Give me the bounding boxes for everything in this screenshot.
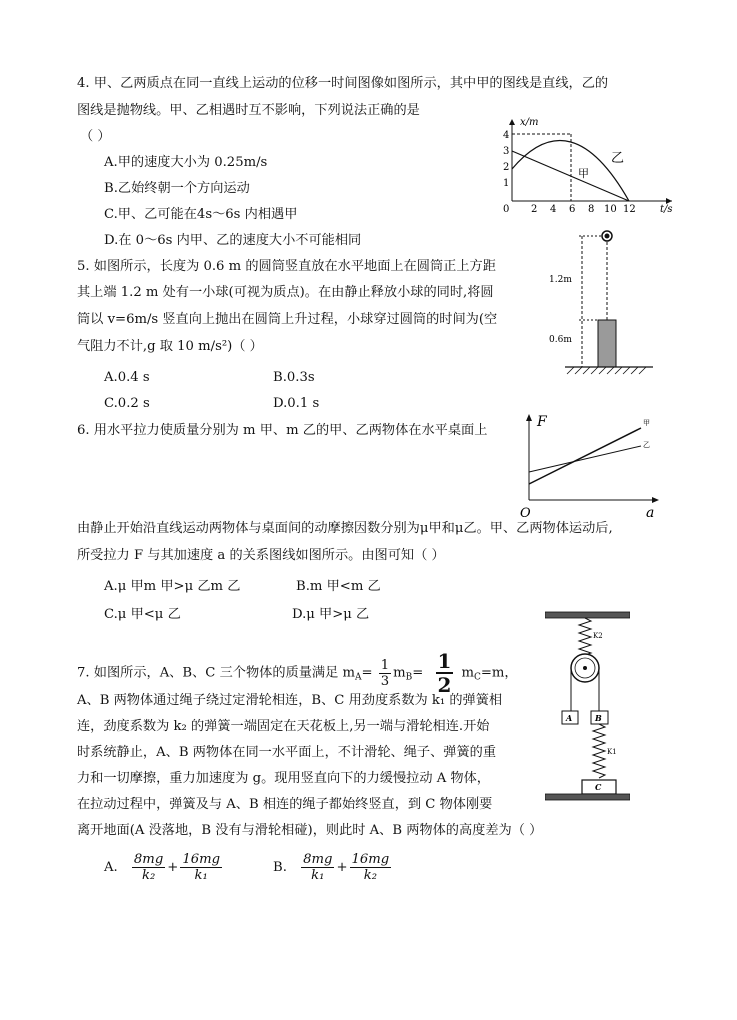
q6-option-d: D.μ 甲>μ 乙: [292, 607, 370, 622]
q7-optb-f2-num: 16mg: [351, 852, 390, 867]
q7-optb-f1-num: 8mg: [303, 852, 333, 867]
q5-line4: 气阻力不计,g 取 10 m/s²)（ ）: [77, 339, 263, 354]
q5-option-a: A.0.4 s: [104, 370, 150, 385]
q7-sub-a: A: [354, 672, 362, 683]
q6-line1: 6. 用水平拉力使质量分别为 m 甲、m 乙的甲、乙两物体在水平桌面上: [77, 423, 488, 438]
q7-frac2-den: 2: [437, 673, 452, 697]
q7-opta-plus: +: [167, 860, 179, 875]
q6-ylabel: F: [537, 414, 547, 430]
q7-option-a: [104, 848, 224, 888]
q4-option-c: C.甲、乙可能在4s～6s 内相遇甲: [104, 207, 298, 222]
q7-block-b: B: [595, 713, 602, 723]
q5-option-d: D.0.1 s: [273, 396, 320, 411]
q4-xtick-4: 4: [550, 204, 557, 215]
q4-option-b: B.乙始终朝一个方向运动: [104, 181, 250, 196]
q4-xtick-2: 2: [531, 204, 538, 215]
q7-block-c: C: [595, 782, 602, 792]
q7-k1-label: K1: [607, 748, 617, 756]
q4-line1: 4. 甲、乙两质点在同一直线上运动的位移一时间图像如图所示，其中甲的图线是直线，乙的: [77, 76, 609, 91]
q4-ytick-3: 3: [503, 146, 510, 157]
q5-option-c: C.0.2 s: [104, 396, 150, 411]
q4-xtick-10: 10: [604, 204, 617, 215]
q7-line3: 连，劲度系数为 k₂ 的弹簧一端固定在天花板上,另一端与滑轮相连.开始: [77, 719, 490, 734]
q5-line3: 筒以 v=6m/s 竖直向上抛出在圆筒上升过程，小球穿过圆筒的时间为(空: [77, 312, 498, 327]
q6-fa-graph: [515, 410, 665, 520]
q7-option-b-label: B.: [273, 860, 287, 875]
q7-optb-f1-den: k₁: [311, 868, 325, 883]
q7-opta-f1-num: 8mg: [133, 852, 164, 867]
q7-line1: [77, 650, 518, 696]
q7-frac1-num: 1: [380, 657, 390, 673]
q7-optb-plus: +: [336, 860, 348, 875]
q7-line5: 力和一切摩擦，重力加速度为 g。现用竖直向下的力缓慢拉动 A 物体，: [77, 771, 490, 786]
q7-mb: m: [393, 665, 406, 681]
q6-option-a: A.μ 甲m 甲>μ 乙m 乙: [104, 579, 241, 594]
q7-line7: 离开地面(A 没落地，B 没有与滑轮相碰)，则此时 A、B 两物体的高度差为（ ）: [77, 823, 543, 838]
q7-pulley-figure: [545, 608, 630, 803]
q7-eq1: =: [361, 665, 373, 681]
q7-option-a-label: A.: [104, 860, 118, 875]
q6-line-yi: [529, 446, 641, 472]
q4-label-jia: 甲: [578, 167, 589, 180]
q7-line1-pre: 7. 如图所示，A、B、C 三个物体的质量满足 m: [77, 665, 355, 681]
q5-tube-figure: [545, 226, 655, 376]
q4-xt-graph: [500, 113, 680, 218]
q7-eq2: =: [412, 665, 424, 681]
q6-label-yi: 乙: [643, 441, 650, 449]
q4-xtick-6: 6: [569, 204, 576, 215]
q4-ytick-2: 2: [503, 162, 510, 173]
q4-ytick-1: 1: [503, 178, 510, 189]
q4-ylabel: x/m: [520, 117, 539, 128]
q7-line6: 在拉动过程中，弹簧及与 A、B 相连的绳子都始终竖直，到 C 物体刚要: [77, 797, 493, 812]
q7-k2-label: K2: [593, 632, 603, 640]
q4-option-a: A.甲的速度大小为 0.25m/s: [104, 155, 268, 170]
q7-sub-c: C: [473, 672, 481, 683]
q7-block-a: A: [566, 713, 573, 723]
q7-sub-b: B: [405, 672, 413, 683]
q4-option-d: D.在 0～6s 内甲、乙的速度大小不可能相同: [104, 233, 362, 248]
q4-answer-blank: （ ）: [80, 129, 111, 144]
q4-xtick-0: 0: [503, 204, 510, 215]
q6-option-b: B.m 甲<m 乙: [296, 579, 381, 594]
q4-xtick-8: 8: [588, 204, 595, 215]
q7-optb-f2-den: k₂: [363, 868, 377, 883]
tube-icon: [598, 320, 616, 367]
q4-label-yi: 乙: [611, 151, 625, 166]
q4-xtick-12: 12: [623, 204, 636, 215]
q6-line3: 所受拉力 F 与其加速度 a 的关系图线如图所示。由图可知（ ）: [77, 548, 445, 563]
q7-frac2-num: 1: [437, 649, 452, 673]
q7-opta-f1-den: k₂: [141, 868, 156, 883]
q5-line2: 其上端 1.2 m 处有一小球(可视为质点)。在由静止释放小球的同时,将圆: [77, 285, 494, 300]
q4-line2: 图线是抛物线。甲、乙相遇时互不影响，下列说法正确的是: [77, 103, 420, 118]
q6-line2: 由静止开始沿直线运动两物体与桌面间的动摩擦因数分别为μ甲和μ乙。甲、乙两物体运动后,: [77, 521, 613, 536]
q5-label-1-2m: 1.2m: [549, 275, 572, 285]
q6-option-c: C.μ 甲<μ 乙: [104, 607, 181, 622]
q5-label-0-6m: 0.6m: [549, 335, 572, 345]
q7-frac1-den: 3: [380, 673, 390, 689]
q6-origin: O: [520, 506, 531, 520]
q7-option-b: [273, 848, 393, 888]
q7-opta-f2-num: 16mg: [182, 852, 221, 867]
q6-label-jia: 甲: [643, 419, 650, 427]
q5-option-b: B.0.3s: [273, 370, 315, 385]
spring-k2-icon: [579, 618, 591, 655]
q7-mc: m: [461, 665, 474, 681]
q4-ytick-4: 4: [503, 130, 510, 141]
q7-line4: 时系统静止，A、B 两物体在同一水平面上，不计滑轮、绳子、弹簧的重: [77, 745, 497, 760]
q7-opta-f2-den: k₁: [194, 868, 208, 883]
q6-line-jia: [529, 428, 641, 484]
q7-line2: A、B 两物体通过绳子绕过定滑轮相连，B、C 用劲度系数为 k₁ 的弹簧相: [77, 693, 503, 708]
spring-k1-icon: [593, 724, 605, 778]
q7-tail: =m，: [480, 665, 518, 681]
q5-line1: 5. 如图所示，长度为 0.6 m 的圆筒竖直放在水平地面上在圆筒正上方距: [77, 259, 496, 274]
q4-xlabel: t/s: [660, 204, 673, 215]
q6-xlabel: a: [646, 505, 655, 520]
